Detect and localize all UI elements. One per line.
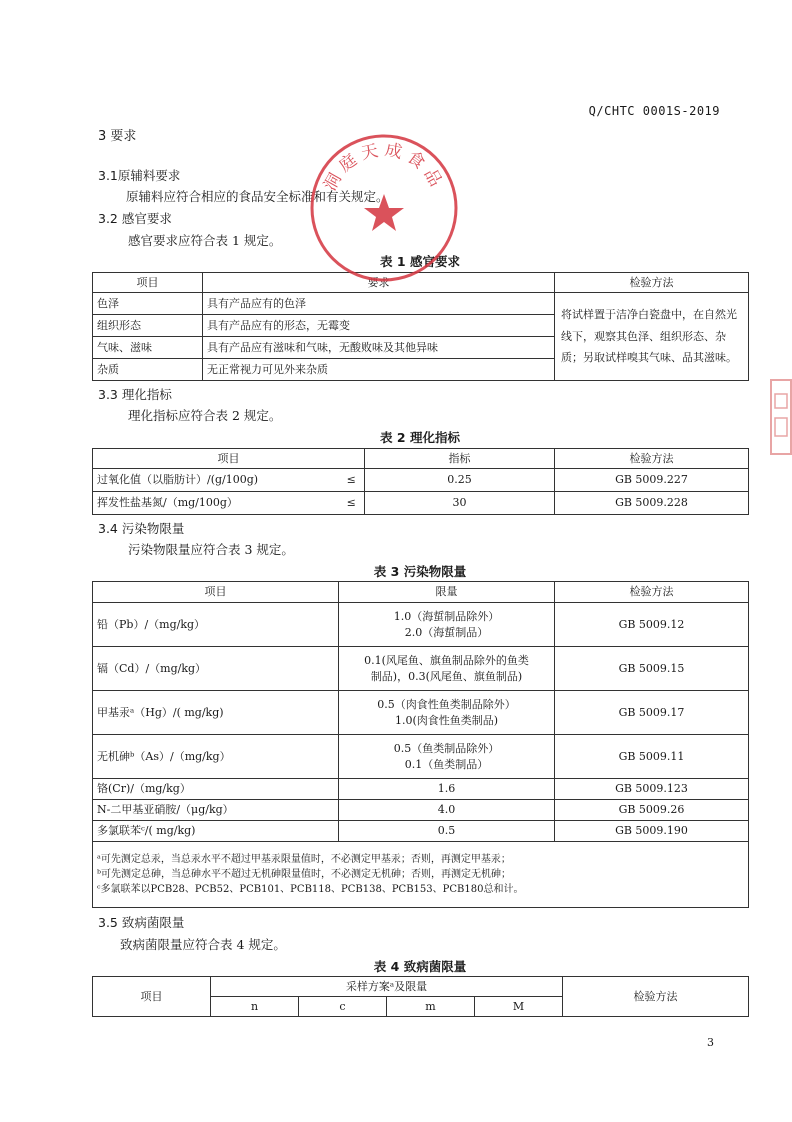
section-3-4-title: 3.4 污染物限量 — [98, 521, 185, 536]
section-3-4-text: 污染物限量应符合表 3 规定。 — [128, 542, 294, 557]
table2-row-method: GB 5009.228 — [555, 492, 749, 515]
table1-header-req: 要求 — [203, 273, 555, 293]
table3-footnote-b: ᵇ可先测定总砷，当总砷水平不超过无机砷限量值时，不必测定无机砷；否则，再测定无机砷； — [97, 869, 511, 880]
table3-row-item: 镉（Cd）/（mg/kg） — [93, 647, 339, 691]
table3-row-item: 无机砷ᵇ（As）/（mg/kg） — [93, 735, 339, 779]
table2-row-item: 挥发性盐基氮/（mg/100g） — [93, 492, 339, 515]
table3-row-limit-line2: 2.0（海蜇制品） — [404, 625, 489, 639]
section-3-title: 3 要求 — [98, 129, 137, 144]
table4-sub-c: c — [299, 997, 387, 1017]
table3 — [92, 581, 749, 908]
table4-header-method: 检验方法 — [563, 977, 749, 1017]
table1-row-req: 具有产品应有滋味和气味，无酸败味及其他异味 — [203, 337, 555, 359]
table2-header-value: 指标 — [365, 449, 555, 469]
table3-row-limit-line2: 制品)，0.3(风尾鱼、旗鱼制品) — [370, 669, 523, 683]
company-stamp — [308, 132, 460, 284]
stamp-text: 洞庭天成食品 — [320, 139, 448, 195]
document-code: Q/CHTC 0001S-2019 — [588, 104, 720, 118]
table3-row-limit-line1: 0.1(风尾鱼、旗鱼制品除外的鱼类 — [364, 653, 529, 667]
section-3-2-text: 感官要求应符合表 1 规定。 — [128, 233, 282, 248]
table3-row-limit-line2: 0.1（鱼类制品） — [404, 757, 489, 771]
table1-row-item: 杂质 — [93, 359, 203, 381]
table1-row-item: 组织形态 — [93, 315, 203, 337]
table3-caption: 表 3 污染物限量 — [373, 564, 467, 579]
table2 — [92, 448, 749, 515]
table2-row-method: GB 5009.227 — [555, 469, 749, 492]
table3-header-limit: 限量 — [339, 582, 555, 603]
table2-row-operator: ≤ — [339, 492, 365, 515]
table3-row-method: GB 5009.123 — [555, 779, 749, 800]
table3-row-limit-line2: 1.0(肉食性鱼类制品) — [394, 713, 499, 727]
table1-method: 将试样置于洁净白瓷盘中，在自然光线下，观察其色泽、组织形态、杂质；另取试样嗅其气味、品其滋味。 — [555, 293, 749, 381]
table3-row-method: GB 5009.15 — [555, 647, 749, 691]
table2-row-operator: ≤ — [339, 469, 365, 492]
table1-row-req: 无正常视力可见外来杂质 — [203, 359, 555, 381]
table3-footnote-a: ᵃ可先测定总汞，当总汞水平不超过甲基汞限量值时，不必测定甲基汞；否则，再测定甲基汞； — [97, 854, 511, 865]
table2-row-value: 30 — [365, 492, 555, 515]
table1-header-item: 项目 — [93, 273, 203, 293]
section-3-5-title: 3.5 致病菌限量 — [98, 915, 185, 930]
table3-row-method: GB 5009.190 — [555, 821, 749, 842]
table3-row-method: GB 5009.17 — [555, 691, 749, 735]
table3-row-item: 多氯联苯ᶜ/( mg/kg) — [93, 821, 339, 842]
table1-row-req: 具有产品应有的形态，无霉变 — [203, 315, 555, 337]
table3-footnotes — [93, 842, 749, 908]
table3-row-limit-line1: 1.0（海蜇制品除外） — [393, 609, 500, 623]
table3-row-item: 铅（Pb）/（mg/kg） — [93, 603, 339, 647]
table1 — [92, 272, 749, 381]
section-3-1-title: 3.1原辅料要求 — [98, 168, 181, 183]
table4-caption: 表 4 致病菌限量 — [373, 959, 467, 974]
svg-text:洞庭天成食品 — [320, 140, 448, 194]
table3-row-method: GB 5009.12 — [555, 603, 749, 647]
section-3-1-text: 原辅料应符合相应的食品安全标准和有关规定。 — [126, 189, 389, 204]
table3-row-limit: 0.5 — [339, 821, 555, 842]
table4-header-plan: 采样方案ᵃ及限量 — [211, 977, 563, 997]
section-3-3-title: 3.3 理化指标 — [98, 387, 172, 402]
table3-row-item: N-二甲基亚硝胺/（μg/kg） — [93, 800, 339, 821]
table4-sub-n: n — [211, 997, 299, 1017]
table2-header-item: 项目 — [93, 449, 365, 469]
table1-header-method: 检验方法 — [555, 273, 749, 293]
table2-row-value: 0.25 — [365, 469, 555, 492]
page-number: 3 — [707, 1036, 714, 1049]
table2-caption: 表 2 理化指标 — [380, 430, 460, 445]
table2-header-method: 检验方法 — [555, 449, 749, 469]
table3-row-item: 甲基汞ᵃ（Hg）/( mg/kg) — [93, 691, 339, 735]
table4 — [92, 976, 749, 1017]
table3-row-limit: 4.0 — [339, 800, 555, 821]
table1-row-item: 色泽 — [93, 293, 203, 315]
section-3-3-text: 理化指标应符合表 2 规定。 — [128, 408, 282, 423]
table3-row-limit: 1.6 — [339, 779, 555, 800]
table1-caption: 表 1 感官要求 — [380, 254, 460, 269]
table4-sub-M: M — [475, 997, 563, 1017]
table1-row-item: 气味、滋味 — [93, 337, 203, 359]
side-seal-mark — [769, 378, 792, 456]
section-3-2-title: 3.2 感官要求 — [98, 211, 172, 226]
table3-row-limit-line1: 0.5（肉食性鱼类制品除外） — [377, 697, 516, 711]
table2-row-item: 过氧化值（以脂肪计）/(g/100g) — [93, 469, 339, 492]
section-3-5-text: 致病菌限量应符合表 4 规定。 — [120, 937, 286, 952]
table3-footnote-c: ᶜ多氯联苯以PCB28、PCB52、PCB101、PCB118、PCB138、PCB153、PCB180总和计。 — [97, 884, 524, 895]
table3-row-method: GB 5009.26 — [555, 800, 749, 821]
table3-header-method: 检验方法 — [555, 582, 749, 603]
table3-row-item: 铬(Cr)/（mg/kg） — [93, 779, 339, 800]
table4-header-item: 项目 — [93, 977, 211, 1017]
table3-row-method: GB 5009.11 — [555, 735, 749, 779]
stamp-star-icon — [364, 194, 404, 231]
table3-header-item: 项目 — [93, 582, 339, 603]
table1-row-req: 具有产品应有的色泽 — [203, 293, 555, 315]
table3-row-limit-line1: 0.5（鱼类制品除外） — [393, 741, 500, 755]
table4-sub-m: m — [387, 997, 475, 1017]
